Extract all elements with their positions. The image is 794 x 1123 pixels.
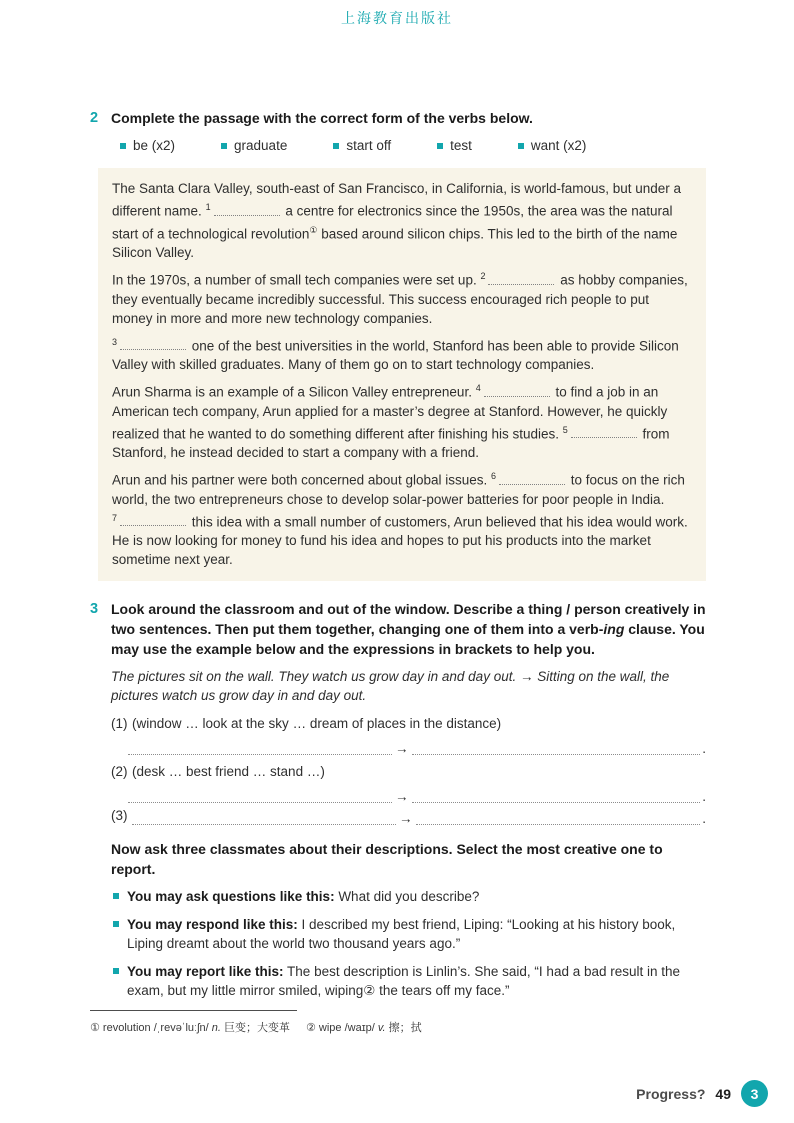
example-sentence: The pictures sit on the wall. They watch us grow day in and day out. → Sitting on the wall, the pictures watch us grow day in and day out. bbox=[111, 669, 670, 703]
item-prompt: (window … look at the sky … dream of places in the distance) bbox=[132, 716, 502, 731]
square-bullet-icon bbox=[518, 143, 524, 149]
followup-instruction: Now ask three classmates about their descriptions. Select the most creative one to report. bbox=[111, 841, 663, 877]
footnote-number: ① bbox=[90, 1022, 103, 1034]
footnote-pos: v. bbox=[377, 1022, 389, 1034]
square-bullet-icon bbox=[113, 921, 119, 927]
arrow-icon: → bbox=[399, 811, 413, 826]
sentence-item-3 bbox=[111, 810, 706, 825]
fill-in-blank-7 bbox=[112, 514, 188, 529]
blank-number: 7 bbox=[112, 512, 118, 523]
publisher-header: 上海教育出版社 bbox=[341, 10, 453, 26]
exercise-3-number: 3 bbox=[90, 601, 99, 617]
answer-items bbox=[111, 714, 706, 825]
exercise-3 bbox=[90, 599, 706, 1001]
passage-paragraph: Arun and his partner were both concerned about global issues. $^6$ to focus on the rich world, the two entrepreneurs chose to develop solar-power batteries for poor people in India. $^7$ this idea with a small number of customers, Arun believed that his idea would work. He is now looking for money to fund his idea and hopes to put his products into the market sometime next year. bbox=[112, 471, 688, 567]
blank-line bbox=[499, 474, 565, 485]
blank-line bbox=[214, 205, 280, 216]
word-bank-word: want (x2) bbox=[530, 138, 587, 153]
progress-label: Progress? bbox=[636, 1085, 706, 1102]
blank-number: 2 bbox=[480, 271, 486, 281]
footnote-meaning: 巨变；大变革 bbox=[224, 1022, 290, 1034]
tip-item-1 bbox=[111, 887, 706, 907]
passage-paragraph: The Santa Clara Valley, south-east of San Francisco, in California, is world-famous, but under a different name. $^1$ a centre for electronics since the 1950s, the area was the natural start of a technological revolution① based around silicon chips. This led to the birth of the name Silicon Valley. bbox=[112, 181, 682, 260]
title-text: Look around the classroom and out of the window. Describe a thing / person creatively in two sentences. Then put them together, changing one of them into a verb- bbox=[111, 601, 706, 637]
fill-in-blank-1 bbox=[206, 204, 282, 219]
page-number: 49 bbox=[715, 1085, 731, 1102]
speaking-tips bbox=[111, 887, 706, 1001]
prompt-row bbox=[111, 762, 706, 781]
answer-line bbox=[412, 744, 701, 755]
exercise-3-heading bbox=[90, 599, 706, 659]
fill-in-blank-2 bbox=[480, 273, 556, 288]
square-bullet-icon bbox=[221, 143, 227, 149]
item-label: (3) bbox=[111, 808, 128, 823]
tip-item-2 bbox=[111, 915, 706, 954]
answer-line bbox=[128, 744, 392, 755]
fill-in-blank-3 bbox=[112, 338, 188, 353]
footnote-section bbox=[90, 1010, 706, 1035]
passage-box bbox=[98, 168, 706, 581]
footnote-entry bbox=[306, 1022, 422, 1034]
footnote-entry bbox=[90, 1022, 290, 1034]
blank-line bbox=[120, 339, 186, 350]
blank-number: 4 bbox=[475, 383, 481, 393]
blank-line bbox=[571, 427, 637, 438]
tip-lead: You may respond like this: bbox=[127, 916, 298, 932]
square-bullet-icon bbox=[113, 893, 119, 899]
square-bullet-icon bbox=[333, 143, 339, 149]
tip-text: You may report like this: The best description is Linlin’s. She said, “I had a bad result in the exam, but my little mirror smiled, wiping② the tears off my face.” bbox=[127, 963, 681, 998]
exercise-2 bbox=[90, 108, 706, 581]
blank-line bbox=[488, 274, 554, 285]
footnote-divider bbox=[90, 1010, 297, 1011]
fill-in-blank-4 bbox=[476, 385, 552, 400]
word-bank-word: graduate bbox=[234, 138, 288, 153]
word-bank-item bbox=[221, 138, 287, 153]
page-footer bbox=[636, 1080, 768, 1107]
tip-text: You may ask questions like this: What did you describe? bbox=[127, 889, 480, 904]
word-bank-word: test bbox=[450, 138, 472, 153]
line-end-period: . bbox=[702, 789, 706, 804]
item-prompt: (desk … best friend … stand …) bbox=[132, 764, 325, 779]
footnote-pos: n. bbox=[211, 1022, 224, 1034]
word-bank-item bbox=[333, 138, 391, 153]
sentence-item-1 bbox=[111, 714, 706, 755]
item-label: (1) bbox=[111, 716, 128, 731]
blank-number: 5 bbox=[562, 424, 568, 435]
tip-item-3 bbox=[111, 962, 706, 1001]
arrow-icon: → bbox=[395, 741, 409, 756]
footnote-word: revolution bbox=[102, 1022, 154, 1034]
footnote-number: ② bbox=[306, 1022, 319, 1034]
arrow-icon: → bbox=[395, 789, 409, 804]
answer-row bbox=[111, 810, 706, 825]
footnote-phonetic: /waɪp/ bbox=[344, 1022, 378, 1034]
exercise-2-number: 2 bbox=[90, 110, 99, 126]
word-bank bbox=[90, 138, 706, 153]
word-bank-word: be (x2) bbox=[133, 138, 176, 153]
blank-number: 3 bbox=[112, 336, 118, 347]
exercise-2-heading bbox=[90, 108, 706, 128]
tip-text: You may respond like this: I described my best friend, Liping: “Looking at his history book, Liping dreamt about the world two thousand years ago.” bbox=[127, 916, 676, 951]
word-bank-item bbox=[518, 138, 587, 153]
title-text: clause. You may use the example below and the expressions in brackets to help you. bbox=[111, 621, 705, 657]
line-end-period: . bbox=[702, 741, 706, 756]
title-italic-ing: ing bbox=[603, 621, 625, 637]
blank-line bbox=[120, 515, 186, 526]
line-end-period: . bbox=[702, 811, 706, 826]
blank-number: 6 bbox=[491, 471, 497, 481]
exercise-3-body bbox=[90, 667, 706, 1001]
passage-paragraph: In the 1970s, a number of small tech companies were set up. $^2$ as hobby companies, they eventually became incredibly successful. This success encouraged rich people to put money in more and more new technology companies. bbox=[112, 271, 688, 326]
answer-line bbox=[128, 792, 392, 803]
fill-in-blank-5 bbox=[563, 426, 639, 441]
fill-in-blank-6 bbox=[491, 473, 567, 488]
answer-row bbox=[111, 788, 706, 803]
passage-paragraph: $^3$ one of the best universities in the world, Stanford has been able to provide Silicon Valley with skilled graduates. Many of them go on to start technology companies. bbox=[112, 336, 679, 372]
unit-badge: 3 bbox=[741, 1080, 768, 1107]
exercise-2-title: Complete the passage with the correct form of the verbs below. bbox=[111, 110, 533, 126]
square-bullet-icon bbox=[437, 143, 443, 149]
blank-line bbox=[484, 386, 550, 397]
item-label: (2) bbox=[111, 764, 128, 779]
word-bank-item bbox=[437, 138, 472, 153]
footnote-meaning: 擦；拭 bbox=[388, 1022, 422, 1034]
answer-line bbox=[412, 792, 701, 803]
word-bank-word: start off bbox=[346, 138, 392, 153]
footnote-phonetic: /ˌrevəˈluːʃn/ bbox=[153, 1022, 212, 1034]
exercise-3-title bbox=[111, 599, 706, 659]
tip-lead: You may ask questions like this: bbox=[127, 889, 335, 904]
word-bank-item bbox=[120, 138, 175, 153]
answer-row bbox=[111, 740, 706, 755]
square-bullet-icon bbox=[113, 968, 119, 974]
square-bullet-icon bbox=[120, 143, 126, 149]
tip-lead: You may report like this: bbox=[127, 963, 284, 979]
answer-line bbox=[132, 814, 396, 825]
blank-number: 1 bbox=[205, 202, 211, 212]
footnote-word: wipe bbox=[318, 1022, 345, 1034]
footnote-marker: ① bbox=[309, 224, 318, 235]
passage-paragraph: Arun Sharma is an example of a Silicon Valley entrepreneur. $^4$ to find a job in an American tech company, Arun applied for a master’s degree at Stanford. However, he quickly realized that he wanted to do something different after finishing his studies. $^5$ from Stanford, he instead decided to start a company with a friend. bbox=[112, 383, 670, 460]
prompt-row bbox=[111, 714, 706, 733]
footnote-text bbox=[90, 1019, 706, 1035]
page-content bbox=[90, 108, 706, 1009]
sentence-item-2 bbox=[111, 762, 706, 803]
answer-line bbox=[416, 814, 701, 825]
